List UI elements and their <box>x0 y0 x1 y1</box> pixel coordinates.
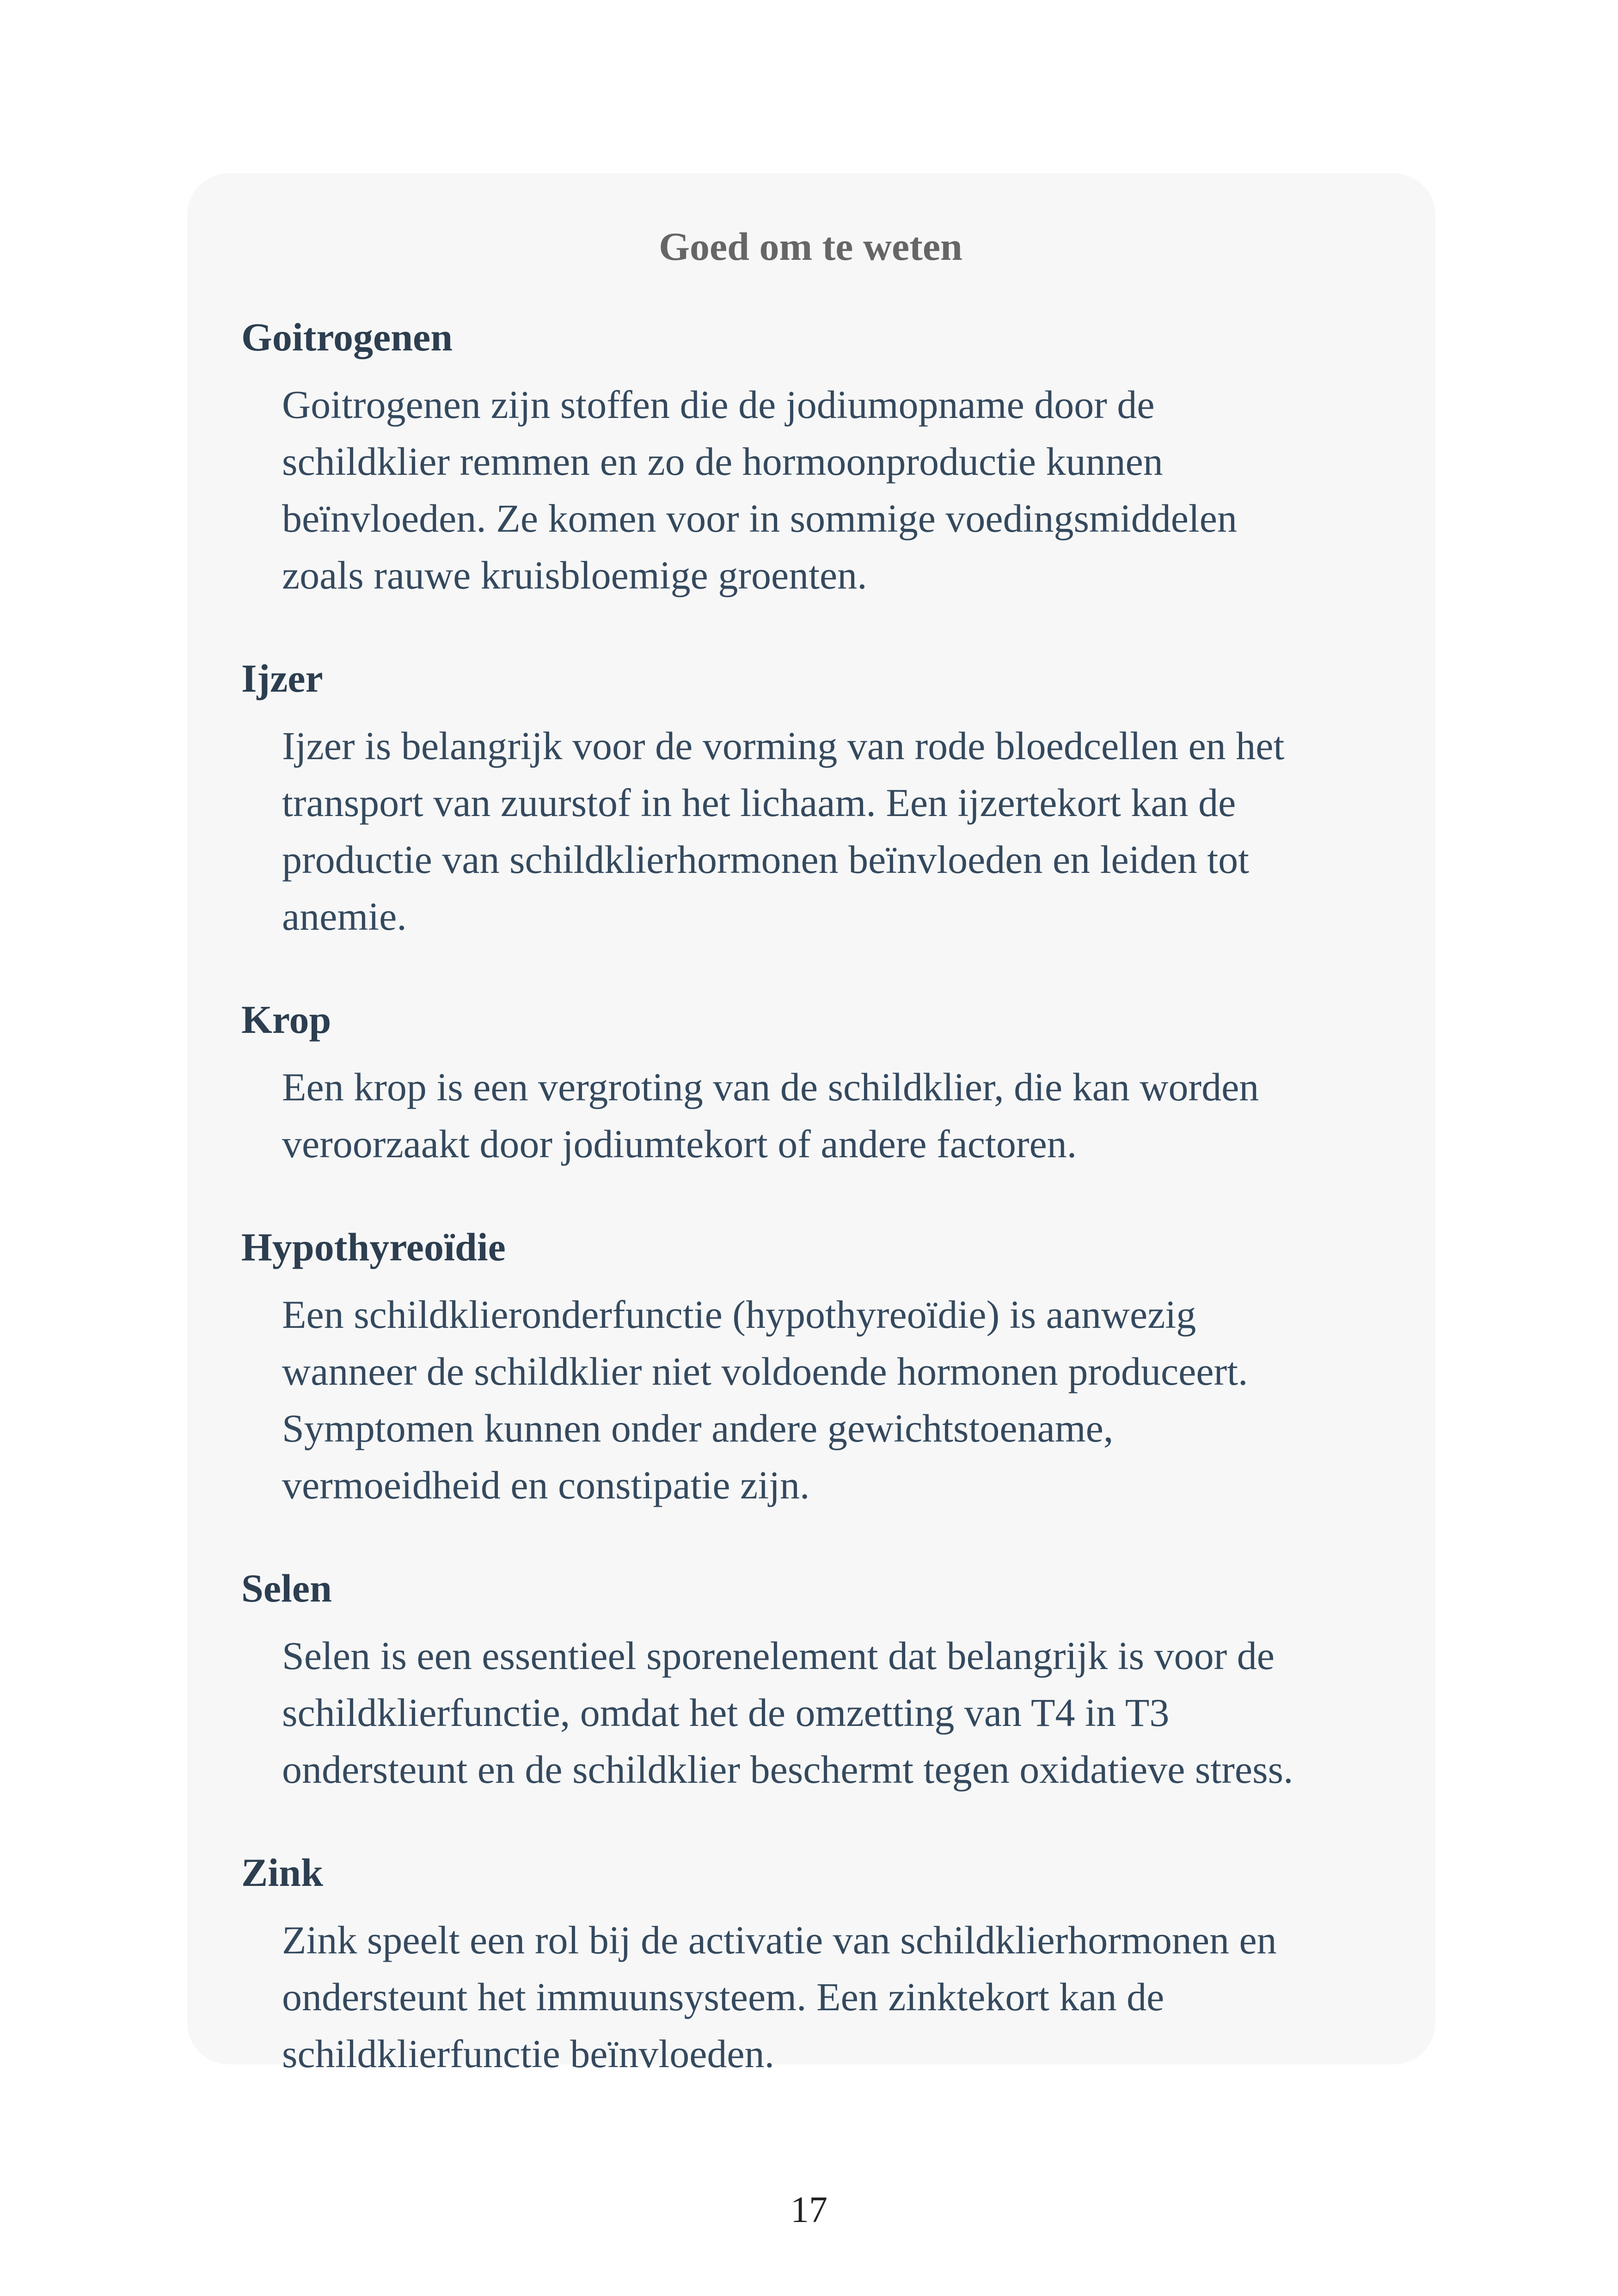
glossary-term: Krop <box>241 997 331 1042</box>
glossary-term: Goitrogenen <box>241 315 453 359</box>
glossary-term: Ijzer <box>241 656 323 700</box>
info-box <box>187 173 1435 2076</box>
glossary-entry <box>241 317 1380 604</box>
glossary-entry <box>241 1850 1380 2082</box>
glossary-term: Zink <box>241 1850 323 1895</box>
glossary-definition: Ijzer is belangrijk voor de vorming van rode bloedcellen en het transport van zuurstof in het lichaam. Een ijzertekort kan de productie van schildklierhormonen beïnvloeden en leiden tot anemie. <box>282 724 1285 939</box>
glossary-definition: Goitrogenen zijn stoffen die de jodiumopname door de schildklier remmen en zo de hormoonproductie kunnen beïnvloeden. Ze komen voor in sommige voedingsmiddelen zoals rauwe kruisbloemige groenten. <box>282 382 1237 597</box>
glossary-definition: Selen is een essentieel sporenelement dat belangrijk is voor de schildklierfunctie, omdat het de omzetting van T4 in T3 ondersteunt en de schildklier beschermt tegen oxidatieve stress. <box>282 1633 1293 1792</box>
glossary-definition: Zink speelt een rol bij de activatie van schildklierhormonen en ondersteunt het immuunsysteem. Een zinktekort kan de schildklierfunctie beïnvloeden. <box>282 1918 1277 2076</box>
box-title: Goed om te weten <box>659 224 962 269</box>
glossary-definition: Een krop is een vergroting van de schildklier, die kan worden veroorzaakt door jodiumtekort of andere factoren. <box>282 1065 1259 1166</box>
page-number: 17 <box>791 2190 827 2230</box>
glossary-entry <box>241 658 1380 945</box>
glossary-term: Hypothyreoïdie <box>241 1225 506 1269</box>
glossary-entry <box>241 1227 1380 1514</box>
glossary-entry <box>241 997 1380 1173</box>
glossary-term: Selen <box>241 1566 332 1610</box>
glossary-entry <box>241 1568 1380 1798</box>
glossary-definition: Een schildklieronderfunctie (hypothyreoïdie) is aanwezig wanneer de schildklier niet voldoende hormonen produceert. Symptomen kunnen onder andere gewichtstoename, vermoeidheid en constipatie zijn. <box>282 1292 1248 1507</box>
